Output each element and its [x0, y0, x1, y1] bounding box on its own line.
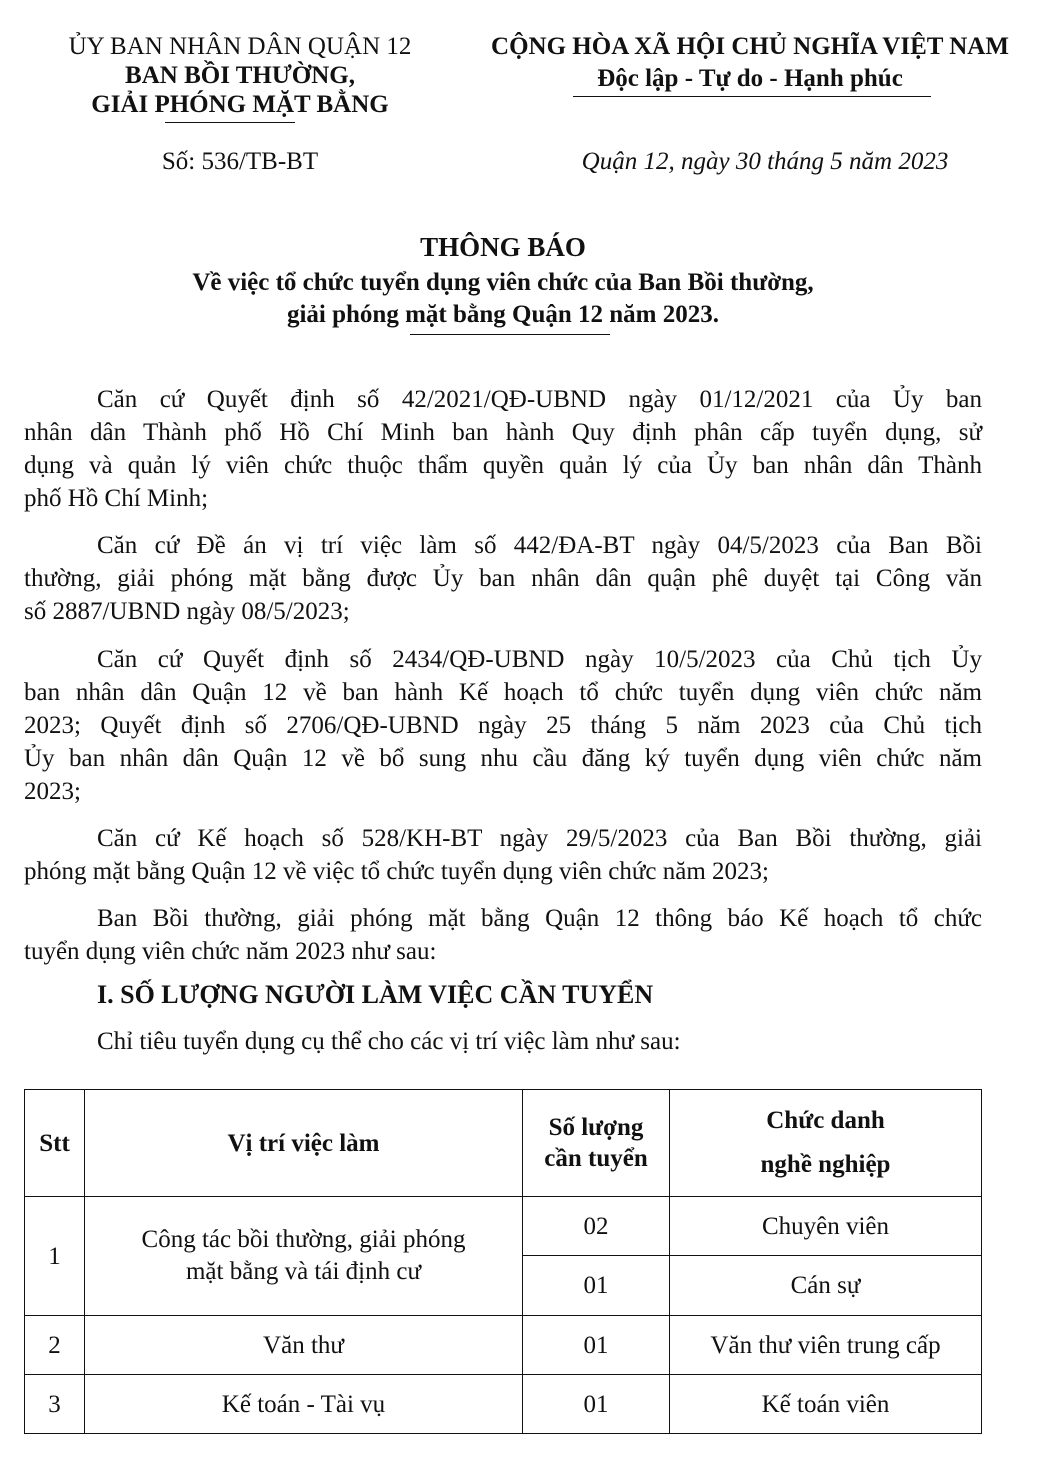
row3-position: Kế toán - Tài vụ — [85, 1375, 523, 1434]
row1b-job-title: Cán sự — [670, 1256, 982, 1316]
notice-title: THÔNG BÁO — [420, 232, 586, 262]
department-name-line1: BAN BỒI THƯỜNG, — [125, 62, 355, 89]
row2-stt: 2 — [25, 1316, 85, 1375]
paragraph-3: Căn cứ Quyết định số 2434/QĐ-UBND ngày 10/5/2023 của Chủ tịch Ủy ban nhân dân Quận 12 về ban hành Kế hoạch tổ chức tuyển dụng viên chức năm 2023; Quyết định số 2706/QĐ-UBND ngày 25 tháng 5 năm 2023 của Chủ tịch Ủy ban nhân dân Quận 12 về bổ sung nhu cầu đăng ký tuyển dụng viên chức năm 2023; — [24, 646, 982, 805]
row3-job-title: Kế toán viên — [670, 1375, 982, 1434]
issue-date: Quận 12, ngày 30 tháng 5 năm 2023 — [581, 148, 949, 175]
row1-stt: 1 — [25, 1197, 85, 1316]
row2-position: Văn thư — [85, 1316, 523, 1375]
table-header-row — [25, 1090, 982, 1197]
row1b-quantity: 01 — [523, 1256, 670, 1316]
country-name: CỘNG HÒA XÃ HỘI CHỦ NGHĨA VIỆT NAM — [491, 33, 1009, 60]
agency-name: ỦY BAN NHÂN DÂN QUẬN 12 — [68, 33, 412, 60]
header-left-underline — [165, 122, 295, 123]
table-row — [25, 1197, 982, 1256]
paragraph-1: Căn cứ Quyết định số 42/2021/QĐ-UBND ngày 01/12/2021 của Ủy ban nhân dân Thành phố Hồ Chí Minh ban hành Quy định phân cấp tuyển dụng, sử dụng và quản lý viên chức thuộc thẩm quyền quản lý của Ủy ban nhân dân Thành phố Hồ Chí Minh; — [24, 386, 982, 512]
paragraph-5: Ban Bồi thường, giải phóng mặt bằng Quận 12 thông báo Kế hoạch tổ chức tuyển dụng viên chức năm 2023 như sau: — [24, 905, 982, 965]
header-position: Vị trí việc làm — [85, 1090, 523, 1197]
header-job-title: Chức danh nghề nghiệp — [670, 1090, 982, 1197]
header-quantity: Số lượng cần tuyển — [523, 1090, 670, 1197]
row2-quantity: 01 — [523, 1316, 670, 1375]
row3-stt: 3 — [25, 1375, 85, 1434]
title-underline — [410, 334, 610, 335]
row1-position: Công tác bồi thường, giải phóng mặt bằng và tái định cư — [85, 1197, 523, 1316]
notice-subtitle-line2: giải phóng mặt bằng Quận 12 năm 2023. — [286, 301, 720, 328]
document-number: Số: 536/TB-BT — [161, 148, 319, 175]
row2-job-title: Văn thư viên trung cấp — [670, 1316, 982, 1375]
recruitment-table — [24, 1089, 982, 1434]
row1a-job-title: Chuyên viên — [670, 1197, 982, 1256]
paragraph-2: Căn cứ Đề án vị trí việc làm số 442/ĐA-BT ngày 04/5/2023 của Ban Bồi thường, giải phóng mặt bằng được Ủy ban nhân dân quận phê duyệt tại Công văn số 2887/UBND ngày 08/5/2023; — [24, 532, 982, 625]
table-row — [25, 1375, 982, 1434]
header-left-block — [40, 32, 440, 119]
notice-subtitle-line1: Về việc tổ chức tuyển dụng viên chức của Ban Bồi thường, — [192, 269, 814, 296]
section-1-heading: I. SỐ LƯỢNG NGƯỜI LÀM VIỆC CẦN TUYỂN — [97, 980, 654, 1009]
table-row — [25, 1316, 982, 1375]
header-stt: Stt — [25, 1090, 85, 1197]
department-name-line2: GIẢI PHÓNG MẶT BẰNG — [91, 91, 389, 118]
national-motto: Độc lập - Tự do - Hạnh phúc — [597, 65, 903, 92]
section-1-intro: Chỉ tiêu tuyển dụng cụ thể cho các vị trí việc làm như sau: — [97, 1028, 681, 1055]
motto-underline — [573, 96, 931, 97]
row1a-quantity: 02 — [523, 1197, 670, 1256]
paragraph-4: Căn cứ Kế hoạch số 528/KH-BT ngày 29/5/2023 của Ban Bồi thường, giải phóng mặt bằng Quận 12 về việc tổ chức tuyển dụng viên chức năm 2023; — [24, 825, 982, 885]
row3-quantity: 01 — [523, 1375, 670, 1434]
